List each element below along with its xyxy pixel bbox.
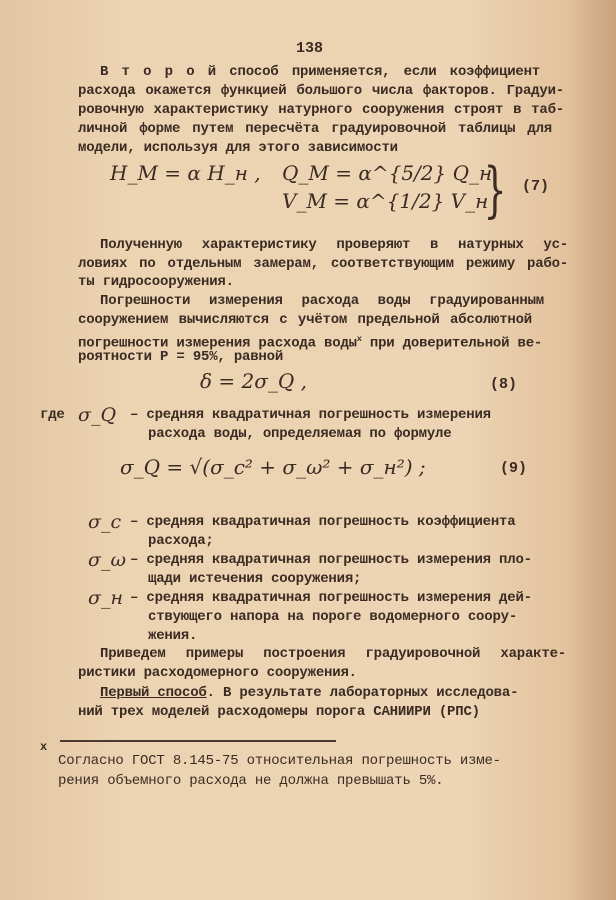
equation-label: (8) [490,376,518,393]
footnote-marker: x [40,740,48,754]
footnote-divider [60,740,336,742]
text-line: – средняя квадратичная погрешность коэффициента [130,514,516,530]
text-line: щади истечения сооружения; [148,571,362,587]
text-line: ты гидросооружения. [78,274,234,290]
text-line: сооружением вычисляются с учётом предельной абсолютной [78,312,532,328]
text-line: Согласно ГОСТ 8.145-75 относительная погрешность изме- [58,753,501,769]
formula: σ_Q = √(σ_c² + σ_ω² + σ_н²) ; [120,455,426,479]
text-line: расхода; [148,533,214,549]
footnote-marker: x [356,334,362,344]
text-line: жения. [148,628,198,644]
text-line: ристики расходомерного сооружения. [78,665,357,681]
formula: δ = 2σ_Q , [200,369,308,393]
text-fragment: при доверительной ве- [369,335,543,352]
symbol: σ_c [88,511,122,533]
text-fragment: погрешности измерения расхода воды [78,335,357,352]
symbol: σ_ω [88,549,126,571]
text-line: рения объемного расхода не должна превышать 5%. [58,773,444,789]
equation-label: (7) [522,178,550,195]
text-line [100,684,518,702]
text-line: – средняя квадратичная погрешность измерения пло- [130,552,532,568]
text-line: ний трех моделей расходомеры порога САНИИРИ (РПС) [78,704,480,720]
text-line: – средняя квадратичная погрешность измерения дей- [130,590,532,606]
equation-label: (9) [500,460,528,477]
symbol: σ_н [88,587,123,609]
text-line: В т о р о й способ применяется, если коэффициент [100,64,540,80]
where-label: где [40,407,65,423]
symbol: σ_Q [78,404,117,426]
text-line: модели, используя для этого зависимости [78,140,398,156]
page-number: 138 [296,40,324,57]
formula-part: H_M = α H_н , [110,161,261,185]
formula-part: V_M = α^{1/2} V_н [282,189,489,213]
text-line: роятности Р = 95%, равной [78,349,284,365]
text-line: – средняя квадратичная погрешность измерения [130,407,491,423]
text-line: личной форме путем пересчёта градуировочной таблицы для [78,121,552,137]
text-fragment: . В результате лабораторных исследова- [206,685,519,701]
underlined-heading: Первый способ [100,685,207,701]
text-line: Полученную характеристику проверяют в натурных ус- [100,237,568,253]
text-line: ловиях по отдельным замерам, соответствующим режиму рабо- [78,256,568,272]
text-line: Приведем примеры построения градуировочной характе- [100,646,566,662]
text-line: ровочную характеристику натурного сооружения строят в таб- [78,102,564,118]
text-line: Погрешности измерения расхода воды градуированным [100,293,544,309]
brace-icon: } [483,155,507,225]
text-line: расхода окажется функцией большого числа факторов. Градуи- [78,83,564,99]
formula-part: Q_M = α^{5/2} Q_н [282,161,493,185]
text-line: расхода воды, определяемая по формуле [148,426,452,442]
text-line: ствующего напора на пороге водомерного соору- [148,609,518,625]
